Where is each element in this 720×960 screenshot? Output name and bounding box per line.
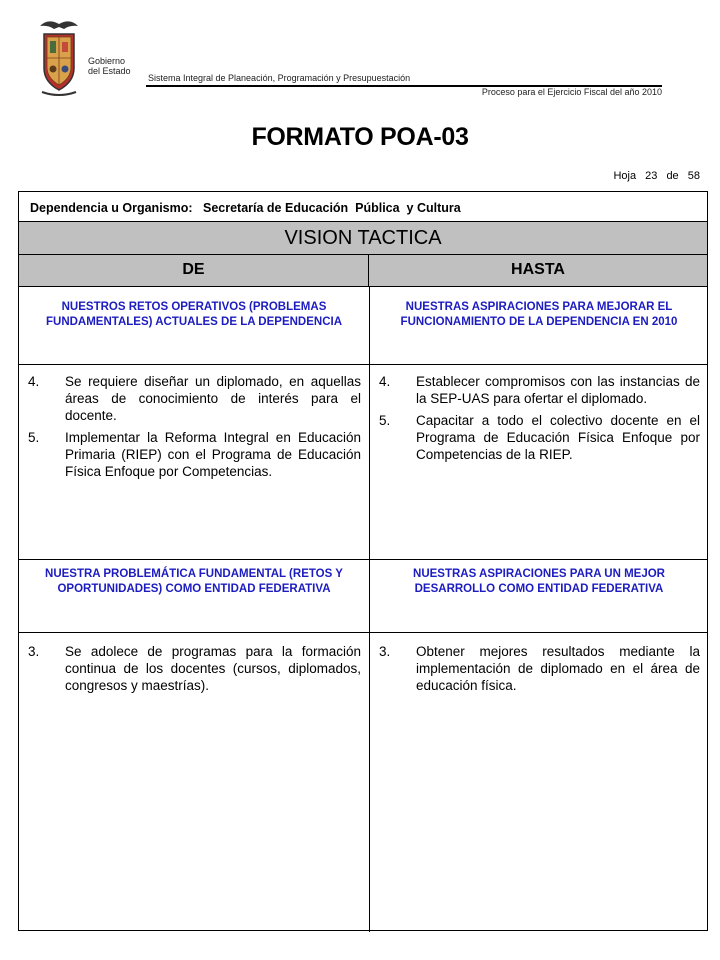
item-text: Establecer compromisos con las instancias de la SEP-UAS para ofertar el diplomado.: [416, 374, 700, 406]
item-number: 3.: [28, 644, 40, 659]
block1-left-heading: NUESTROS RETOS OPERATIVOS (PROBLEMAS FUNDAMENTALES) ACTUALES DE LA DEPENDENCIA: [45, 301, 343, 328]
item-text: Se adolece de programas para la formación continua de los docentes (cursos, diplomados, congresos y maestrías).: [65, 644, 361, 693]
list-item: [19, 643, 369, 694]
block2-left-heading: NUESTRA PROBLEMÁTICA FUNDAMENTAL (RETOS Y OPORTUNIDADES) COMO ENTIDAD FEDERATIVA: [45, 568, 343, 595]
item-text: Se requiere diseñar un diplomado, en aquellas áreas de conocimiento de interés para el docente.: [65, 374, 361, 423]
sheet-of: de: [666, 170, 679, 182]
list-item: [19, 429, 369, 480]
column-header-to: HASTA: [369, 255, 707, 287]
sheet-label: Hoja: [613, 170, 637, 182]
list-item: [370, 412, 708, 463]
item-number: 4.: [28, 374, 40, 389]
column-header-from: DE: [19, 255, 369, 287]
block1-right-heading: NUESTRAS ASPIRACIONES PARA MEJORAR EL FUNCIONAMIENTO DE LA DEPENDENCIA EN 2010: [400, 301, 678, 328]
dependency-label: Dependencia u Organismo:: [30, 201, 193, 215]
dependency-row: [19, 192, 707, 222]
item-text: Obtener mejores resultados mediante la implementación de diplomado en el área de educación física.: [416, 644, 700, 693]
item-number: 4.: [379, 374, 391, 389]
item-text: Capacitar a todo el colectivo docente en el Programa de Educación Física Enfoque por Competencias de la RIEP.: [416, 413, 700, 462]
system-name: Sistema Integral de Planeación, Programación y Presupuestación: [148, 73, 411, 83]
item-number: 5.: [28, 430, 40, 445]
sheet-total: 58: [687, 170, 700, 182]
item-number: 3.: [379, 644, 391, 659]
list-item: [19, 373, 369, 424]
gov-line-1: Gobierno: [88, 56, 126, 66]
list-item: [370, 643, 708, 694]
block2-heading-divider: [19, 632, 707, 633]
page-title: FORMATO POA-03: [251, 123, 469, 151]
state-coat-of-arms-icon: [34, 16, 84, 96]
list-item: [370, 373, 708, 407]
block1-right-list: [370, 373, 708, 468]
block1-left-list: [19, 373, 369, 485]
block2-right-heading: NUESTRAS ASPIRACIONES PARA UN MEJOR DESARROLLO COMO ENTIDAD FEDERATIVA: [413, 568, 665, 595]
block2-right-list: [370, 643, 708, 699]
dependency-value: Secretaría de Educación Pública y Cultura: [202, 201, 461, 215]
sheet-counter: [613, 170, 700, 182]
government-label: [88, 56, 131, 76]
block2-left-list: [19, 643, 369, 699]
gov-line-2: del Estado: [88, 66, 131, 76]
item-number: 5.: [379, 413, 391, 428]
poa-form: [18, 191, 708, 931]
process-label: Proceso para el Ejercicio Fiscal del año 2010: [481, 87, 662, 97]
item-text: Implementar la Reforma Integral en Educación Primaria (RIEP) con el Programa de Educación Física Enfoque por Competencias.: [65, 430, 361, 479]
sheet-current: 23: [645, 170, 658, 182]
block1-heading-divider: [19, 364, 707, 365]
block-divider: [19, 559, 707, 560]
section-title: VISION TACTICA: [19, 222, 707, 255]
